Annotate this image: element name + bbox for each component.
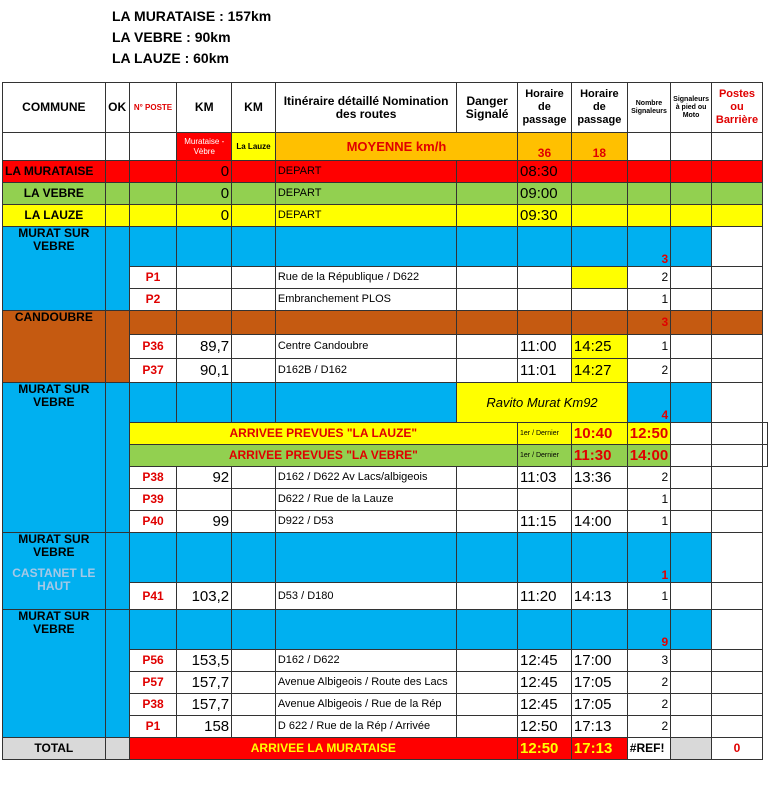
poste-id: P57 [129, 672, 177, 694]
poste-count: 2 [627, 359, 670, 383]
total-label: TOTAL [3, 738, 106, 760]
start-commune: LA MURATAISE [3, 161, 106, 183]
poste-h2: 17:05 [571, 694, 627, 716]
poste-count: 2 [627, 672, 670, 694]
group-count: 9 [627, 610, 670, 650]
header-line-1: LA MURATAISE : 157km [112, 8, 272, 24]
poste-h2: 14:27 [571, 359, 627, 383]
poste-h1: 12:45 [518, 650, 572, 672]
poste-count: 1 [627, 489, 670, 511]
start-route: DEPART [275, 205, 456, 227]
total-h2: 17:13 [571, 738, 627, 760]
poste-id: P39 [129, 489, 177, 511]
poste-count: 2 [627, 694, 670, 716]
col-signaleurs: Signaleurs à pied ou Moto [671, 83, 712, 133]
subheader-row [3, 133, 768, 161]
speed-36: 36 [518, 133, 572, 161]
poste-count: 2 [627, 467, 670, 489]
start-km: 0 [177, 183, 232, 205]
arrival-h2: 14:00 [627, 445, 670, 467]
arrival-note: 1er / Dernier [518, 423, 572, 445]
poste-km: 103,2 [177, 583, 232, 610]
col-itineraire: Itinéraire détaillé Nomination des routes [275, 83, 456, 133]
poste-h2: 17:00 [571, 650, 627, 672]
poste-id: P1 [129, 267, 177, 289]
column-header-row [3, 83, 768, 133]
poste-id: P56 [129, 650, 177, 672]
poste-id: P2 [129, 289, 177, 311]
group-commune: MURAT SUR VEBRE [3, 610, 106, 738]
group-header-row [3, 533, 768, 583]
poste-h1: 12:45 [518, 672, 572, 694]
poste-km: 157,7 [177, 694, 232, 716]
poste-id: P36 [129, 335, 177, 359]
poste-km: 153,5 [177, 650, 232, 672]
col-km1: KM [177, 83, 232, 133]
poste-h1: 11:20 [518, 583, 572, 610]
poste-km: 92 [177, 467, 232, 489]
total-row [3, 738, 768, 760]
poste-route: D162B / D162 [275, 359, 456, 383]
poste-route: D622 / Rue de la Lauze [275, 489, 456, 511]
km-murataise-vebre-label: Murataise - Vèbre [177, 133, 232, 161]
poste-id: P40 [129, 511, 177, 533]
group-count: 3 [627, 311, 670, 335]
start-route: DEPART [275, 161, 456, 183]
group-count: 4 [627, 383, 670, 423]
poste-route: D 622 / Rue de la Rép / Arrivée [275, 716, 456, 738]
poste-route: D162 / D622 [275, 650, 456, 672]
arrival-h2: 12:50 [627, 423, 670, 445]
start-commune: LA LAUZE [3, 205, 106, 227]
col-km2: KM [232, 83, 276, 133]
poste-count: 2 [627, 267, 670, 289]
poste-km: 99 [177, 511, 232, 533]
total-h1: 12:50 [518, 738, 572, 760]
col-poste: N° POSTE [129, 83, 177, 133]
poste-h2: 17:13 [571, 716, 627, 738]
poste-route: D162 / D622 Av Lacs/albigeois [275, 467, 456, 489]
start-km: 0 [177, 205, 232, 227]
poste-h1: 12:50 [518, 716, 572, 738]
moyenne-label: MOYENNE km/h [275, 133, 517, 161]
arrival-label: ARRIVEE PREVUES "LA LAUZE" [129, 423, 517, 445]
poste-km: 89,7 [177, 335, 232, 359]
start-row [3, 183, 768, 205]
header-line-2: LA VEBRE : 90km [112, 29, 231, 45]
poste-count: 1 [627, 335, 670, 359]
arrival-h1: 10:40 [571, 423, 627, 445]
poste-count: 1 [627, 583, 670, 610]
header-line-3: LA LAUZE : 60km [112, 50, 229, 66]
poste-id: P38 [129, 467, 177, 489]
poste-h2: 13:36 [571, 467, 627, 489]
arrival-note: 1er / Dernier [518, 445, 572, 467]
poste-h2: 17:05 [571, 672, 627, 694]
col-danger: Danger Signalé [457, 83, 518, 133]
poste-h1: 11:00 [518, 335, 572, 359]
poste-h2: 14:25 [571, 335, 627, 359]
poste-count: 1 [627, 511, 670, 533]
start-route: DEPART [275, 183, 456, 205]
poste-h1: 12:45 [518, 694, 572, 716]
start-km: 0 [177, 161, 232, 183]
arrival-h1: 11:30 [571, 445, 627, 467]
poste-route: D53 / D180 [275, 583, 456, 610]
km-lauze-label: La Lauze [232, 133, 276, 161]
ravito-label: Ravito Murat Km92 [457, 383, 628, 423]
poste-id: P37 [129, 359, 177, 383]
poste-id: P1 [129, 716, 177, 738]
group-header-row [3, 311, 768, 335]
route-table [2, 82, 768, 760]
poste-h1: 11:15 [518, 511, 572, 533]
poste-count: 1 [627, 289, 670, 311]
group-count: 1 [627, 533, 670, 583]
poste-h2: 14:00 [571, 511, 627, 533]
poste-route: Rue de la République / D622 [275, 267, 456, 289]
poste-h1: 11:01 [518, 359, 572, 383]
col-commune: COMMUNE [3, 83, 106, 133]
group-commune: MURAT SUR VEBRE [3, 227, 106, 311]
poste-id: P38 [129, 694, 177, 716]
group-commune: MURAT SUR VEBRE [3, 383, 106, 533]
poste-km: 158 [177, 716, 232, 738]
col-postes: Postes ou Barrière [711, 83, 762, 133]
total-postes: 0 [711, 738, 762, 760]
col-nombre: Nombre Signaleurs [627, 83, 670, 133]
col-horaire-2: Horaire de passage [571, 83, 627, 133]
poste-route: Embranchement PLOS [275, 289, 456, 311]
total-arrivee: ARRIVEE LA MURATAISE [129, 738, 517, 760]
poste-route: Avenue Albigeois / Route des Lacs [275, 672, 456, 694]
speed-18: 18 [571, 133, 627, 161]
poste-route: Centre Candoubre [275, 335, 456, 359]
start-row [3, 205, 768, 227]
poste-route: Avenue Albigeois / Rue de la Rép [275, 694, 456, 716]
poste-route: D922 / D53 [275, 511, 456, 533]
start-commune: LA VEBRE [3, 183, 106, 205]
group-count: 3 [627, 227, 670, 267]
poste-count: 3 [627, 650, 670, 672]
group-commune [3, 533, 106, 610]
total-count: #REF! [627, 738, 670, 760]
poste-km: 90,1 [177, 359, 232, 383]
start-time: 09:00 [518, 183, 572, 205]
poste-km: 157,7 [177, 672, 232, 694]
col-horaire-1: Horaire de passage [518, 83, 572, 133]
group-commune: CANDOUBRE [3, 311, 106, 383]
poste-h2: 14:13 [571, 583, 627, 610]
group-commune-name: MURAT SUR VEBRE [18, 532, 90, 559]
group-header-row [3, 383, 768, 423]
group-commune-name-2: CASTANET LE HAUT [12, 566, 96, 593]
col-ok: OK [105, 83, 129, 133]
poste-h1: 11:03 [518, 467, 572, 489]
poste-count: 2 [627, 716, 670, 738]
group-header-row [3, 610, 768, 650]
poste-id: P41 [129, 583, 177, 610]
start-time: 09:30 [518, 205, 572, 227]
start-row [3, 161, 768, 183]
poste-km [177, 267, 232, 289]
arrival-label: ARRIVEE PREVUES "LA VEBRE" [129, 445, 517, 467]
start-time: 08:30 [518, 161, 572, 183]
group-header-row [3, 227, 768, 267]
